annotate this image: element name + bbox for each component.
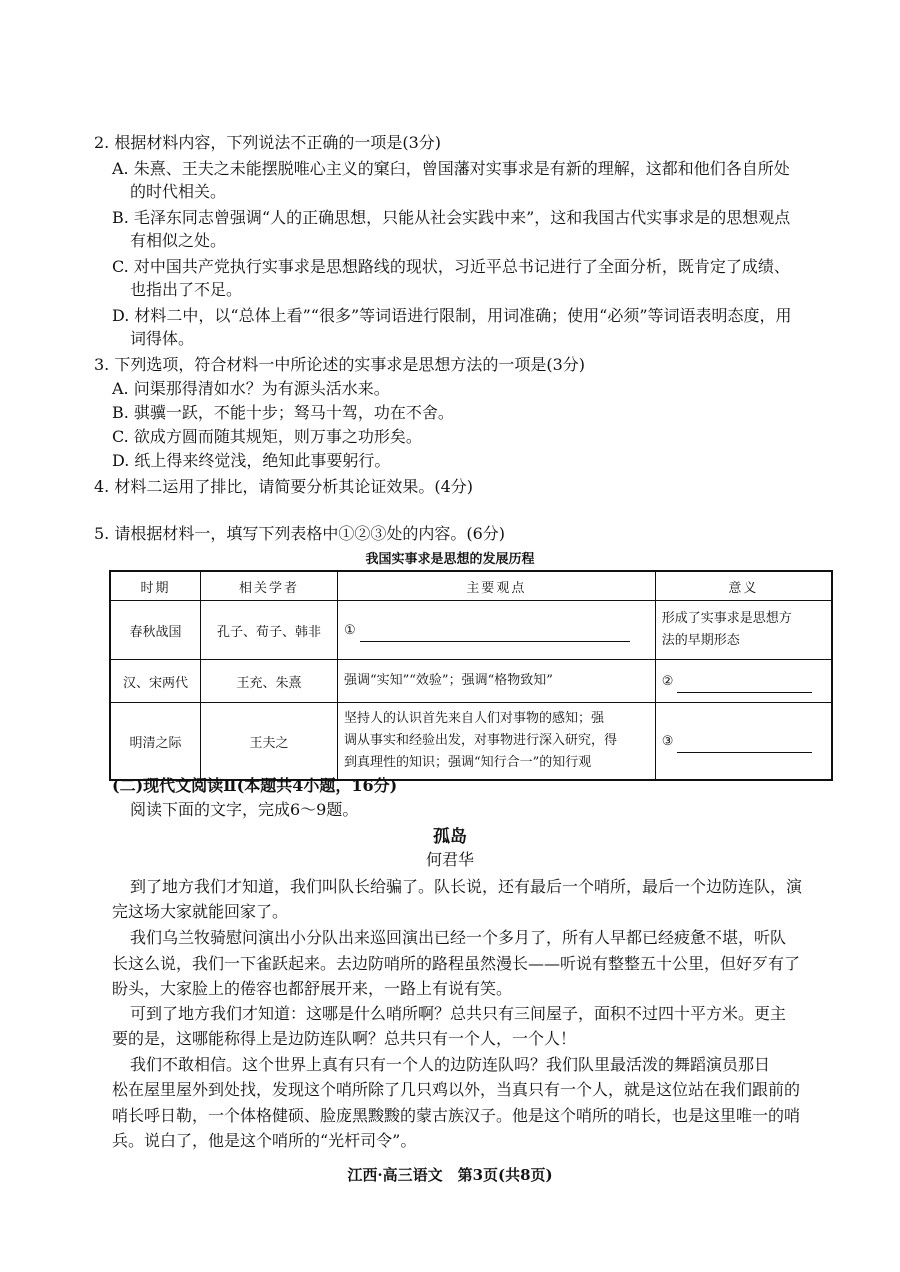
story-paragraph-2-cont: 盼头，大家脸上的倦容也都舒展开来，一路上有说有笑。 xyxy=(112,979,513,998)
story-title: 孤岛 xyxy=(433,827,467,847)
meaning-line-2: 法的早期形态 xyxy=(661,633,740,648)
q2-option-a-cont: 的时代相关。 xyxy=(130,182,227,201)
q2-option-a: A. 朱熹、王夫之未能摆脱唯心主义的窠臼，曾国藩对实事求是有新的理解，这都和他们各自所处 xyxy=(112,159,790,178)
cell-view xyxy=(337,601,655,660)
answer-blank-1[interactable] xyxy=(360,619,630,642)
story-author: 何君华 xyxy=(425,850,474,869)
section-heading: (二)现代文阅读Ⅱ(本题共4小题，16分) xyxy=(112,776,398,795)
cell-scholars: 孔子、荀子、韩非 xyxy=(200,601,337,660)
cell-meaning xyxy=(655,703,832,781)
story-paragraph-4: 我们不敢相信。这个世界上真有只有一个人的边防连队吗？我们队里最活泼的舞蹈演员那日 xyxy=(130,1055,771,1074)
cell-scholars: 王充、朱熹 xyxy=(200,660,337,703)
cell-period: 汉、宋两代 xyxy=(110,660,200,703)
cell-meaning xyxy=(655,660,832,703)
q2-option-c: C. 对中国共产党执行实事求是思想路线的现状，习近平总书记进行了全面分析，既肯定了成绩、 xyxy=(112,257,790,276)
blank-marker-1: ① xyxy=(343,622,356,638)
cell-scholars: 王夫之 xyxy=(200,703,337,781)
story-paragraph-4-cont: 哨长呼日勒，一个体格健硕、脸庞黑黢黢的蒙古族汉子。他是这个哨所的哨长，也是这里唯一的哨 xyxy=(112,1106,801,1125)
header-meaning: 意义 xyxy=(655,571,832,601)
page-footer: 江西·高三语文 第3页(共8页) xyxy=(347,1166,553,1184)
header-view: 主要观点 xyxy=(337,571,655,601)
q5-stem: 5. 请根据材料一，填写下列表格中①②③处的内容。(6分) xyxy=(94,524,506,543)
q3-option-b: B. 骐骥一跃，不能十步；驽马十驾，功在不舍。 xyxy=(112,403,454,422)
q4-stem: 4. 材料二运用了排比，请简要分析其论证效果。(4分) xyxy=(94,477,474,496)
q2-option-b-cont: 有相似之处。 xyxy=(130,231,227,250)
table-title: 我国实事求是思想的发展历程 xyxy=(365,552,535,567)
story-paragraph-4-cont: 兵。说白了，他是这个哨所的“光杆司令”。 xyxy=(112,1131,417,1150)
story-paragraph-1-cont: 完这场大家就能回家了。 xyxy=(112,902,289,921)
table-row xyxy=(110,703,832,781)
view-line-2: 调从事实和经验出发，对事物进行深入研究，得 xyxy=(343,733,617,748)
story-paragraph-3: 可到了地方我们才知道：这哪是什么哨所啊？总共只有三间屋子，面积不过四十平方米。更主 xyxy=(130,1004,787,1023)
cell-meaning xyxy=(655,601,832,660)
table-row xyxy=(110,601,832,660)
q3-option-a: A. 问渠那得清如水？为有源头活水来。 xyxy=(112,379,390,398)
development-table xyxy=(109,570,833,781)
q2-option-c-cont: 也指出了不足。 xyxy=(130,280,243,299)
q2-option-d-cont: 词得体。 xyxy=(130,329,195,348)
blank-marker-2: ② xyxy=(661,673,674,689)
story-paragraph-1: 到了地方我们才知道，我们叫队长给骗了。队长说，还有最后一个哨所，最后一个边防连队，演 xyxy=(130,877,803,896)
header-scholars: 相关学者 xyxy=(200,571,337,601)
view-line-1: 坚持人的认识首先来自人们对事物的感知；强 xyxy=(343,711,604,726)
answer-blank-3[interactable] xyxy=(677,730,812,753)
story-paragraph-2-cont: 长这么说，我们一下雀跃起来。去边防哨所的路程虽然漫长——听说有整整五十公里，但好歹有了 xyxy=(112,954,801,973)
cell-period: 明清之际 xyxy=(110,703,200,781)
view-line-3: 到真理性的知识；强调“知行合一”的知行观 xyxy=(343,755,592,770)
header-period: 时期 xyxy=(110,571,200,601)
q3-stem: 3. 下列选项，符合材料一中所论述的实事求是思想方法的一项是(3分) xyxy=(94,355,586,374)
table-header-row xyxy=(110,571,832,601)
section-instruction: 阅读下面的文字，完成6～9题。 xyxy=(130,800,359,819)
q3-option-c: C. 欲成方圆而随其规矩，则万事之功形矣。 xyxy=(112,427,422,446)
story-paragraph-4-cont: 松在屋里屋外到处找，发现这个哨所除了几只鸡以外，当真只有一个人，就是这位站在我们跟前的 xyxy=(112,1080,801,1099)
q2-option-d: D. 材料二中，以“总体上看”“很多”等词语进行限制，用词准确；使用“必须”等词语表明态度，用 xyxy=(112,306,792,325)
story-paragraph-3-cont: 要的是，这哪能称得上是边防连队啊？总共只有一个人，一个人！ xyxy=(112,1029,577,1048)
cell-view: 强调“实知”“效验”；强调“格物致知” xyxy=(337,660,655,703)
table-row xyxy=(110,660,832,703)
story-paragraph-2: 我们乌兰牧骑慰问演出小分队出来巡回演出已经一个多月了，所有人早都已经疲惫不堪，听队 xyxy=(130,928,787,947)
cell-period: 春秋战国 xyxy=(110,601,200,660)
cell-view xyxy=(337,703,655,781)
q2-stem: 2. 根据材料内容，下列说法不正确的一项是(3分) xyxy=(94,133,442,152)
answer-blank-2[interactable] xyxy=(677,670,812,693)
blank-marker-3: ③ xyxy=(661,733,674,749)
q2-option-b: B. 毛泽东同志曾强调“人的正确思想，只能从社会实践中来”，这和我国古代实事求是的思想观点 xyxy=(112,208,791,227)
meaning-line-1: 形成了实事求是思想方 xyxy=(661,611,792,626)
q3-option-d: D. 纸上得来终觉浅，绝知此事要躬行。 xyxy=(112,451,391,470)
